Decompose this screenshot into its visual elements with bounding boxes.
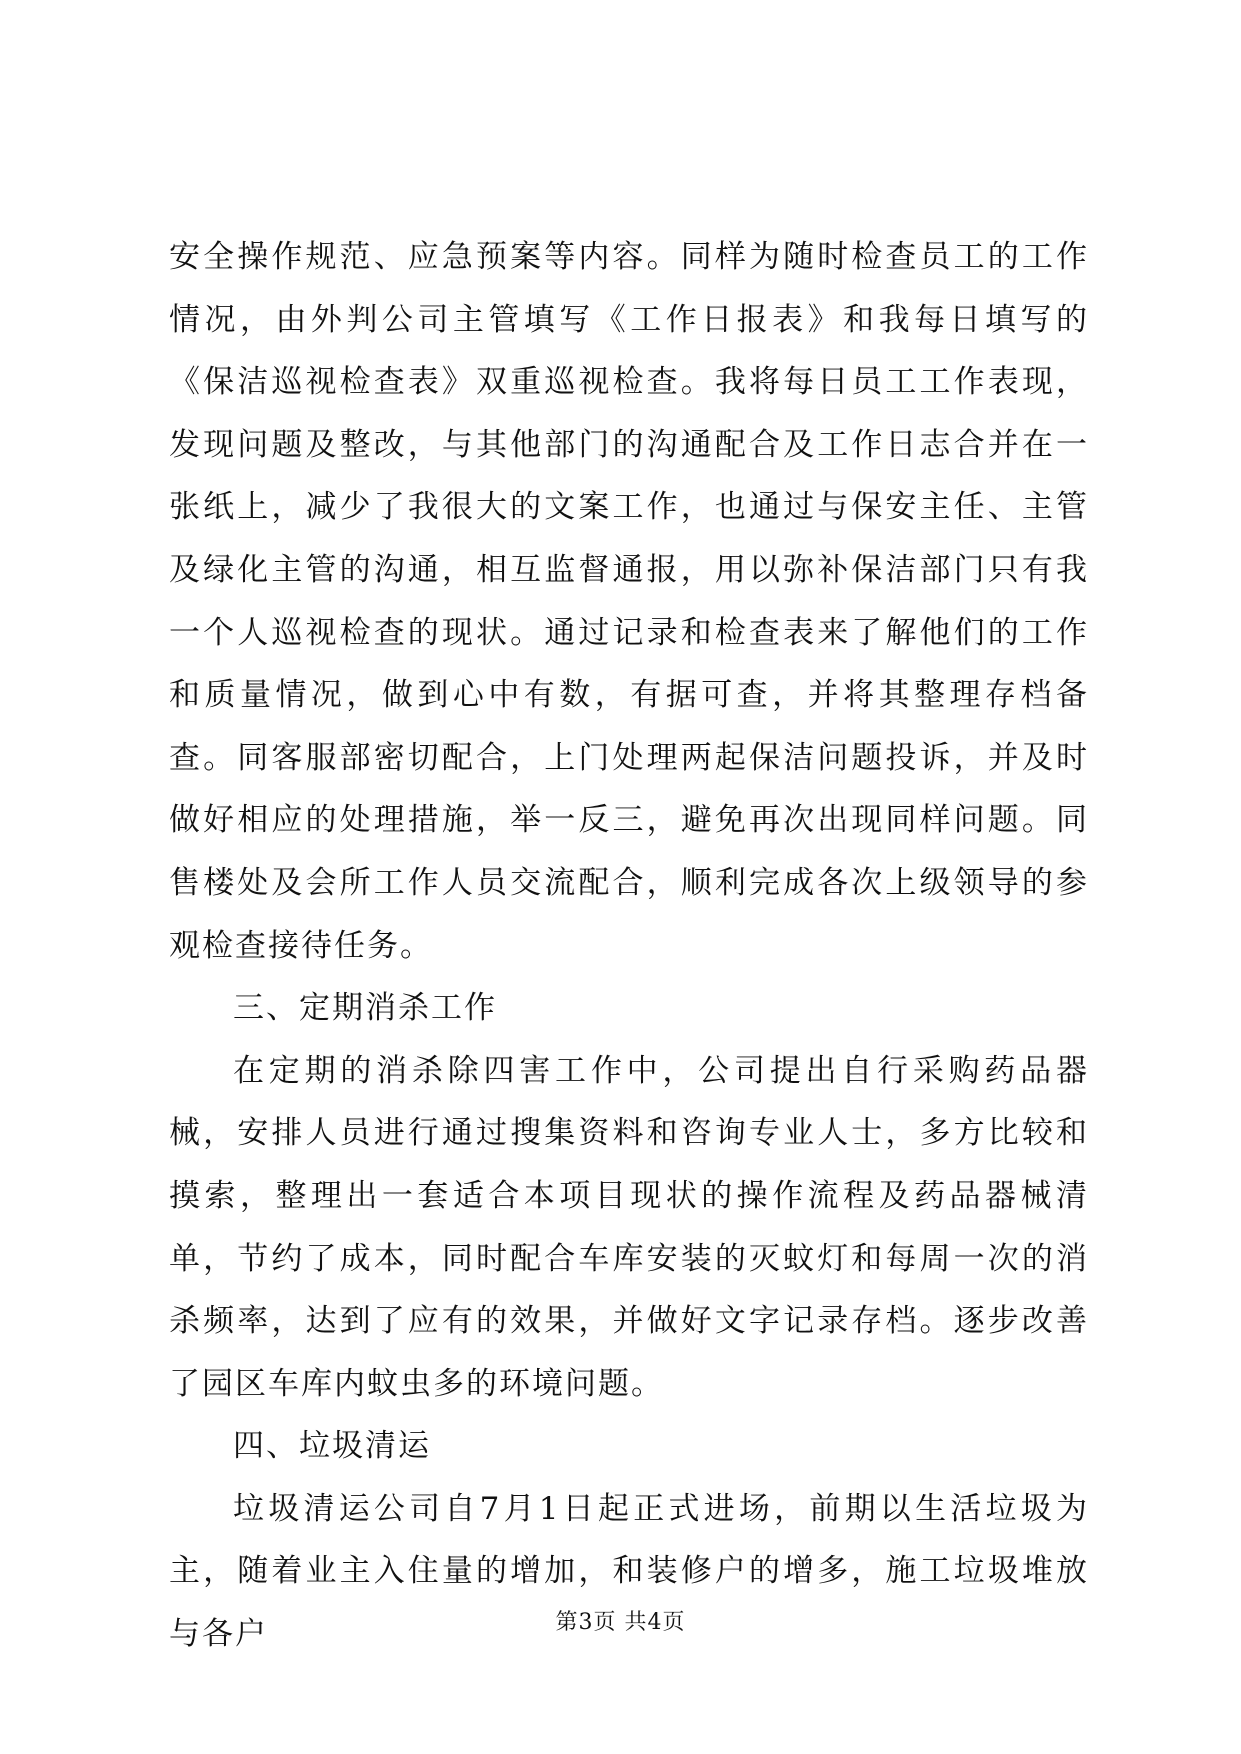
paragraph-pest-control: 在定期的消杀除四害工作中，公司提出自行采购药品器械，安排人员进行通过搜集资料和咨询专业人士，多方比较和摸索，整理出一套适合本项目现状的操作流程及药品器械清单，节约了成本，同时配合车库安装的灭蚊灯和每周一次的消杀频率，达到了应有的效果，并做好文字记录存档。逐步改善了园区车库内蚊虫多的环境问题。 xyxy=(169,1052,1089,1402)
paragraph-continuation: 安全操作规范、应急预案等内容。同样为随时检查员工的工作情况，由外判公司主管填写《工作日报表》和我每日填写的《保洁巡视检查表》双重巡视检查。我将每日员工工作表现，发现问题及整改，与其他部门的沟通配合及工作日志合并在一张纸上，减少了我很大的文案工作，也通过与保安主任、主管及绿化主管的沟通，相互监督通报，用以弥补保洁部门只有我一个人巡视检查的现状。通过记录和检查表来了解他们的工作和质量情况，做到心中有数，有据可查，并将其整理存档备查。同客服部密切配合，上门处理两起保洁问题投诉，并及时做好相应的处理措施，举一反三，避免再次出现同样问题。同售楼处及会所工作人员交流配合，顺利完成各次上级领导的参观检查接待任务。 xyxy=(169,239,1089,964)
page-footer: 第3页 共4页 xyxy=(555,1610,686,1635)
document-body xyxy=(169,226,1089,1666)
section-heading-garbage-removal: 四、垃圾清运 xyxy=(233,1428,431,1465)
paragraph-garbage-removal: 垃圾清运公司自7月1日起正式进场，前期以生活垃圾为主，随着业主入住量的增加，和装修户的增多，施工垃圾堆放与各户 xyxy=(169,1490,1089,1653)
section-heading-pest-control: 三、定期消杀工作 xyxy=(233,990,497,1027)
